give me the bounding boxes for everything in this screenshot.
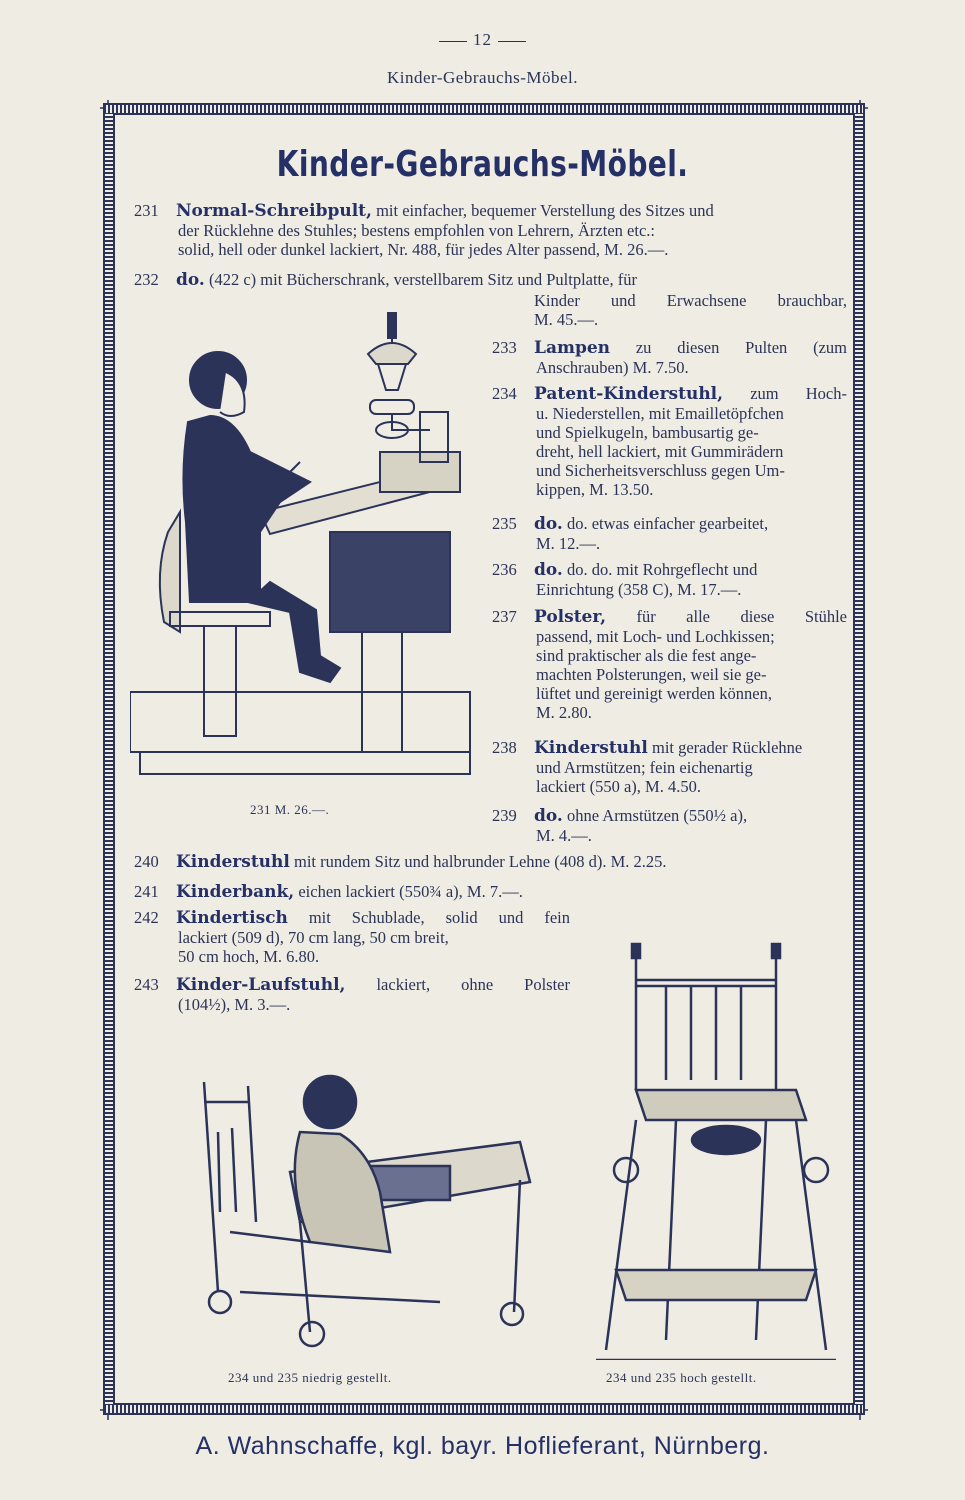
entry-name: Kindertisch xyxy=(176,908,288,928)
entry-text: (104½), M. 3.—. xyxy=(178,995,291,1014)
entry-text: lackiert (509 d), 70 cm lang, 50 cm breit, xyxy=(178,928,449,947)
entry-number: 239 xyxy=(492,806,517,825)
entry-234 xyxy=(492,384,847,499)
entry-text: eichen lackiert (550¾ a), M. 7.—. xyxy=(294,882,523,901)
low-chair-illustration xyxy=(190,1062,550,1352)
entry-number: 234 xyxy=(492,384,517,403)
entry-text: für alle diese Stühle xyxy=(606,607,847,626)
entry-242 xyxy=(134,908,570,966)
entry-text: lackiert (550 a), M. 4.50. xyxy=(536,777,701,796)
entry-number: 243 xyxy=(134,975,159,994)
entry-number: 236 xyxy=(492,560,517,579)
entry-number: 232 xyxy=(134,270,159,289)
entry-number: 238 xyxy=(492,738,517,757)
entry-text: lackiert, ohne Polster xyxy=(345,975,570,994)
entry-text: kippen, M. 13.50. xyxy=(536,480,654,499)
caption-chair-high: 234 und 235 hoch gestellt. xyxy=(606,1370,757,1385)
entry-name: do. xyxy=(534,560,563,580)
entry-text: mit einfacher, bequemer Verstellung des Sitzes und xyxy=(371,201,714,220)
entry-text: und Sicherheitsverschluss gegen Um- xyxy=(536,461,785,480)
caption-desk: 231 M. 26.—. xyxy=(250,802,330,817)
entry-232-cont xyxy=(534,291,847,329)
entry-text: passend, mit Loch- und Lochkissen; xyxy=(536,627,775,646)
entry-236 xyxy=(492,560,847,599)
page-number: 12 xyxy=(0,30,965,50)
entry-text: Kinder und Erwachsene brauchbar, xyxy=(534,291,847,310)
entry-235 xyxy=(492,514,847,553)
entry-231 xyxy=(134,201,847,259)
entry-text: M. 4.—. xyxy=(536,826,592,845)
entry-232 xyxy=(134,270,847,290)
entry-text: u. Niederstellen, mit Emailletöpfchen xyxy=(536,404,784,423)
entry-text: (422 c) mit Bücherschrank, verstellbarem Sitz und Pultplatte, für xyxy=(204,270,637,289)
entry-text: mit Schublade, solid und fein xyxy=(287,908,570,927)
entry-text: Einrichtung (358 C), M. 17.—. xyxy=(536,580,742,599)
entry-name: Kinderbank, xyxy=(176,882,295,902)
entry-241 xyxy=(134,882,594,902)
entry-text: und Armstützen; fein eichenartig xyxy=(536,758,753,777)
entry-text: M. 2.80. xyxy=(536,703,592,722)
entry-text: mit gerader Rücklehne xyxy=(647,738,803,757)
entry-text: zu diesen Pulten (zum xyxy=(610,338,847,357)
entry-text: lüftet und gereinigt werden können, xyxy=(536,684,772,703)
entry-239 xyxy=(492,806,847,845)
school-desk-illustration xyxy=(130,312,480,792)
entry-243 xyxy=(134,975,570,1014)
entry-text: zum Hoch- xyxy=(723,384,847,403)
entry-text: ohne Armstützen (550½ a), xyxy=(562,806,748,825)
entry-name: Patent-Kinderstuhl, xyxy=(534,384,724,404)
entry-text: Anschrauben) M. 7.50. xyxy=(536,358,689,377)
entry-name: Kinder-Laufstuhl, xyxy=(176,975,346,995)
entry-text: M. 45.—. xyxy=(534,310,599,329)
entry-text: der Rücklehne des Stuhles; bestens empfohlen von Lehrern, Ärzten etc.: xyxy=(178,221,655,240)
entry-240 xyxy=(134,852,847,872)
entry-name: Lampen xyxy=(534,338,611,358)
entry-text: und Spielkugeln, bambusartig ge- xyxy=(536,423,759,442)
entry-number: 240 xyxy=(134,852,159,871)
running-head: Kinder-Gebrauchs-Möbel. xyxy=(386,68,578,87)
caption-chair-low: 234 und 235 niedrig gestellt. xyxy=(228,1370,392,1385)
entry-number: 235 xyxy=(492,514,517,533)
entry-text: sind praktischer als die fest ange- xyxy=(536,646,757,665)
entry-238 xyxy=(492,738,847,796)
entry-number: 231 xyxy=(134,201,159,220)
entry-number: 241 xyxy=(134,882,159,901)
entry-233 xyxy=(492,338,847,377)
entry-name: do. xyxy=(176,270,205,290)
entry-text: mit rundem Sitz und halbrunder Lehne (408 d). M. 2.25. xyxy=(289,852,667,871)
entry-number: 233 xyxy=(492,338,517,357)
entry-name: Polster, xyxy=(534,607,607,627)
entry-text: dreht, hell lackiert, mit Gummirädern xyxy=(536,442,784,461)
page-title: Kinder-Gebrauchs-Möbel. xyxy=(276,144,689,185)
entry-number: 242 xyxy=(134,908,159,927)
entry-number: 237 xyxy=(492,607,517,626)
entry-text: machten Polsterungen, weil sie ge- xyxy=(536,665,767,684)
entry-name: Normal-Schreibpult, xyxy=(176,201,372,221)
entry-text: do. etwas einfacher gearbeitet, xyxy=(562,514,769,533)
entry-text: 50 cm hoch, M. 6.80. xyxy=(178,947,320,966)
entry-name: do. xyxy=(534,806,563,826)
entry-text: M. 12.—. xyxy=(536,534,601,553)
entry-name: Kinderstuhl xyxy=(176,852,290,872)
entry-237 xyxy=(492,607,847,722)
entry-name: Kinderstuhl xyxy=(534,738,648,758)
entry-text: solid, hell oder dunkel lackiert, Nr. 488, für jedes Alter passend, M. 26.—. xyxy=(178,240,669,259)
high-chair-illustration xyxy=(596,940,846,1360)
entry-text: do. do. mit Rohrgeflecht und xyxy=(562,560,758,579)
entry-name: do. xyxy=(534,514,563,534)
publisher-footer: A. Wahnschaffe, kgl. bayr. Hoflieferant, Nürnberg. xyxy=(195,1432,770,1460)
